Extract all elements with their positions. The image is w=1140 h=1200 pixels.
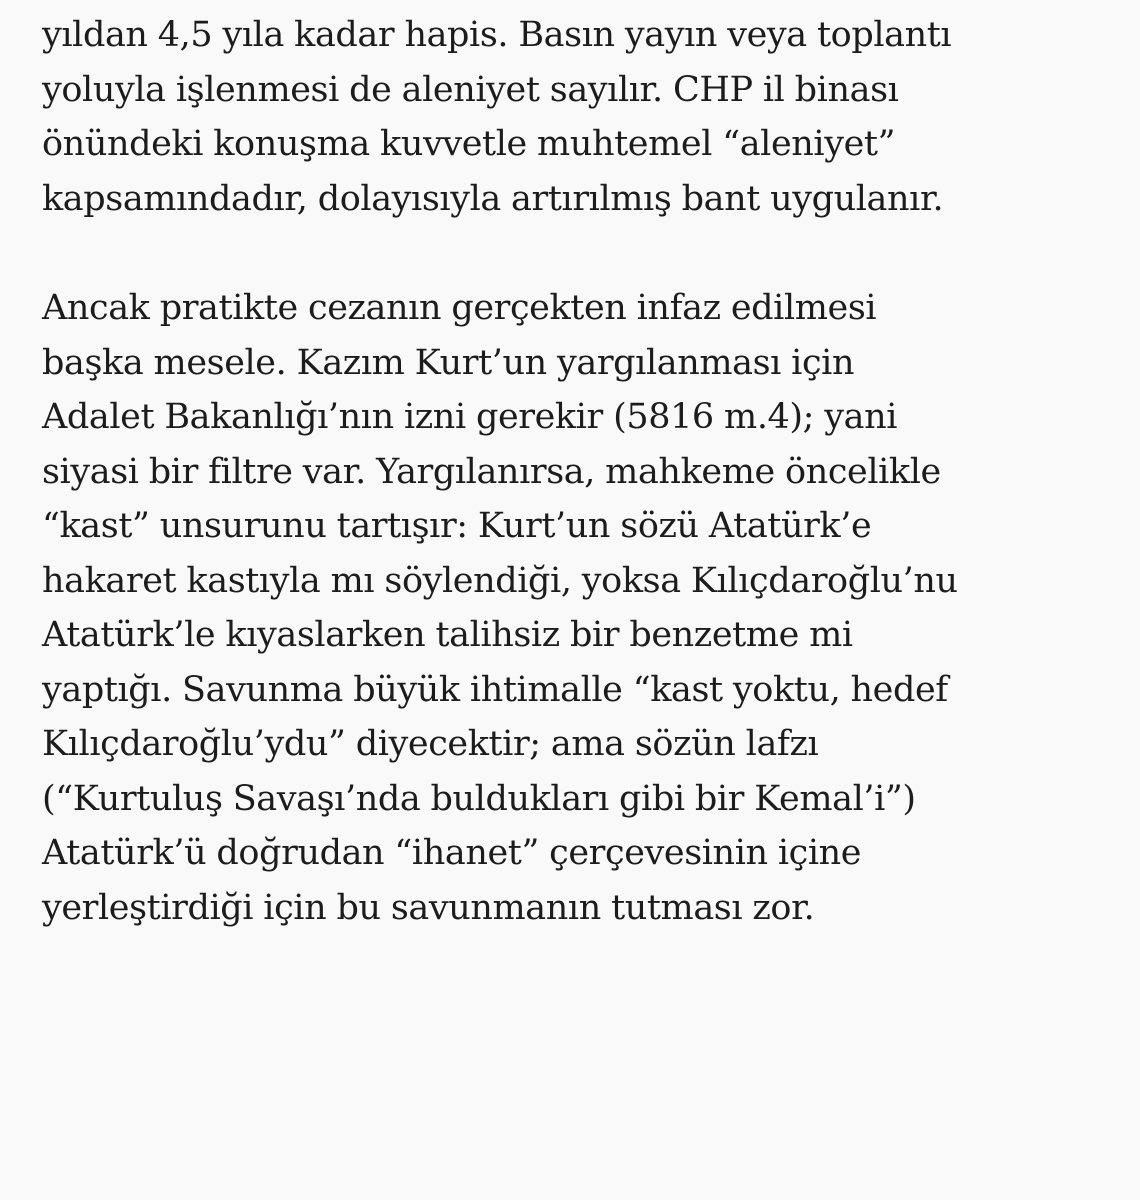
article-body [42,8,1100,935]
paragraph-line: hakaret kastıyla mı söylendiği, yoksa Kılıçdaroğlu’nu [42,560,958,601]
paragraph-line: yaptığı. Savunma büyük ihtimalle “kast yoktu, hedef [42,669,948,710]
paragraph-2 [42,281,1100,935]
paragraph-line: (“Kurtuluş Savaşı’nda buldukları gibi bir Kemal’i”) [42,778,916,819]
paragraph-line: siyasi bir filtre var. Yargılanırsa, mahkeme öncelikle [42,451,941,492]
paragraph-line: başka mesele. Kazım Kurt’un yargılanması için [42,342,855,383]
paragraph-line: Atatürk’ü doğrudan “ihanet” çerçevesinin içine [42,833,862,873]
paragraph-line: yıldan 4,5 yıla kadar hapis. Basın yayın veya toplantı [42,15,952,55]
paragraph-line: Ancak pratikte cezanın gerçekten infaz edilmesi [42,288,877,328]
paragraph-line: önündeki konuşma kuvvetle muhtemel “aleniyet” [42,124,896,164]
paragraph-line: “kast” unsurunu tartışır: Kurt’un sözü Atatürk’e [42,506,872,546]
paragraph-1 [42,8,1100,226]
paragraph-line: yerleştirdiği için bu savunmanın tutması zor. [42,887,815,928]
paragraph-line: Kılıçdaroğlu’ydu” diyecektir; ama sözün lafzı [42,724,819,764]
paragraph-line: kapsamındadır, dolayısıyla artırılmış bant uygulanır. [42,178,944,219]
paragraph-line: Atatürk’le kıyaslarken talihsiz bir benzetme mi [42,615,853,655]
paragraph-line: yoluyla işlenmesi de aleniyet sayılır. CHP il binası [42,69,899,110]
paragraph-line: Adalet Bakanlığı’nın izni gerekir (5816 m.4); yani [42,397,898,437]
